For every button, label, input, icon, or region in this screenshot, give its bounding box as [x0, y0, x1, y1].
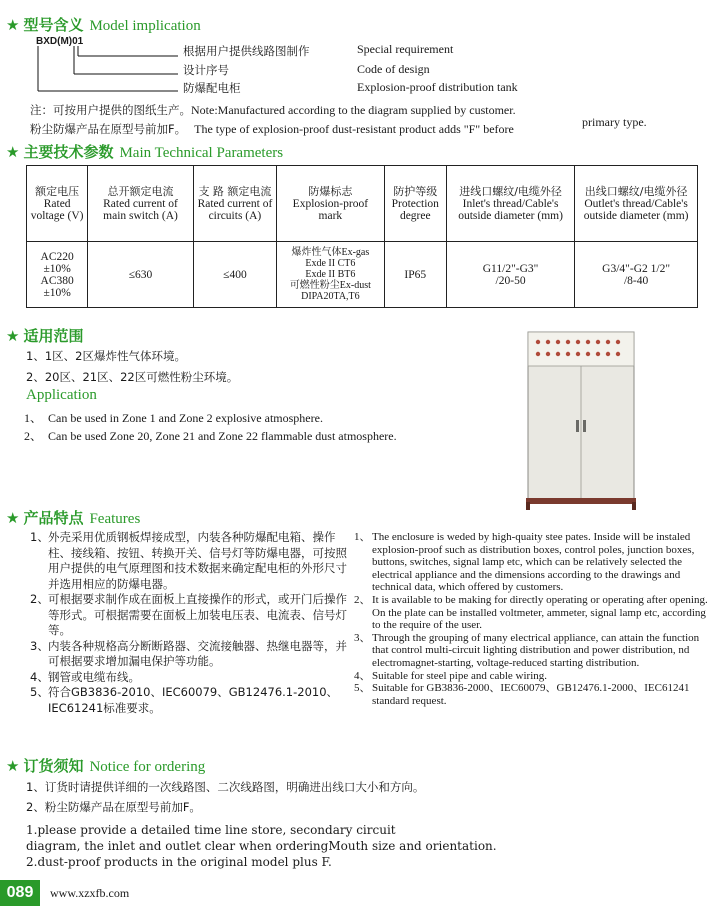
- star-icon: ★: [6, 757, 20, 775]
- header-cn: 出线口螺纹/电缆外径: [584, 184, 688, 198]
- star-icon: ★: [6, 327, 20, 345]
- header-cell: [88, 166, 193, 242]
- application-cn-item: 2、20区、21区、22区可燃性粉尘环境。: [26, 370, 239, 384]
- model-row-cn: 设计序号: [183, 63, 229, 77]
- header-en: Inlet's thread/Cable's outside diameter (mm): [458, 197, 563, 222]
- item-text: 符合GB3836-2010、IEC60079、GB12476.1-2010、IEC61241标准要求。: [48, 685, 339, 715]
- item-number: 2、: [354, 593, 371, 606]
- inlet-line: /20-50: [495, 274, 526, 287]
- features-en-list: [354, 531, 708, 707]
- outlet-line: /8-40: [623, 274, 649, 287]
- item-text: The enclosure is weded by high-quaity stee pates. Inside will be instaled explosion-proof such as distribution boxes, control poles, junction boxes, buttons, switches, signal lamp etc, which can be relatively selected the electrical appliance and the dimensions according to the drawings and technical data, which offered by customers.: [372, 531, 695, 594]
- item-number: 3、: [30, 638, 49, 653]
- model-note-1: [30, 99, 516, 118]
- model-title-cn: 型号含义: [23, 16, 84, 34]
- item-number: 5、: [30, 685, 49, 699]
- mark-line: DIPA20TA,T6: [301, 291, 360, 302]
- header-en: Outlet's thread/Cable's outside diameter (mm): [583, 197, 689, 222]
- item-number: 4、: [30, 669, 49, 684]
- item-text: It is available to be making for directly operating or operating after opening. On the plate can be installed voltmeter, ammeter, signal lamp etc, according to the require of the user.: [372, 593, 708, 632]
- ordering-title-en: Notice for ordering: [89, 759, 206, 775]
- header-cell: [384, 166, 446, 242]
- item-number: 1、: [24, 411, 43, 425]
- item-number: 2、: [30, 592, 49, 606]
- features-cn-list: [30, 530, 348, 716]
- application-title-en: Application: [26, 387, 97, 403]
- model-section-title: [6, 14, 201, 35]
- application-title-cn: 适用范围: [23, 327, 84, 345]
- model-title-en: Model implication: [89, 18, 201, 34]
- note2-en: The type of explosion-proof dust-resistant product adds "F" before: [194, 122, 514, 136]
- item-number: 1、: [354, 531, 371, 543]
- header-cn: 总开额定电流: [107, 184, 174, 198]
- cabinet-image: [522, 330, 642, 510]
- params-title-cn: 主要技术参数: [23, 143, 114, 161]
- mark-line: 可燃性粉尘Ex-dust: [289, 280, 371, 291]
- inlet-line: G11/2"-G3": [482, 262, 539, 275]
- note2-en-tail: primary type.: [582, 115, 647, 129]
- item-number: 2、: [24, 429, 43, 443]
- item-text: Can be used Zone 20, Zone 21 and Zone 22 flammable dust atmosphere.: [48, 429, 397, 443]
- ordering-en-line: 1.please provide a detailed time line store, secondary circuit: [26, 823, 396, 837]
- header-en: Rated current of circuits (A): [197, 197, 273, 222]
- model-bracket-lines: [30, 46, 180, 96]
- ordering-cn-item: 2、粉尘防爆产品在原型号前加F。: [26, 800, 201, 814]
- voltage-value: AC220: [40, 250, 74, 263]
- features-en-item: [354, 682, 708, 707]
- item-text: 外壳采用优质钢板焊接成型，内装各种防爆配电箱、操作柱、接线箱、按钮、转换开关、信号灯等防爆电器，可按照用户提供的电气原理图和技术数据来确定配电柜的外形尺寸并选用相应的防爆电器。: [48, 530, 347, 591]
- ordering-section-title: [6, 755, 205, 776]
- model-row-en: Special requirement: [357, 42, 454, 56]
- header-cell: [27, 166, 88, 242]
- features-title-en: Features: [89, 511, 141, 527]
- features-cn-item: [30, 530, 348, 592]
- ordering-en-line: diagram, the inlet and outlet clear when orderingMouth size and orientation.: [26, 839, 497, 853]
- item-number: 1、: [30, 530, 49, 544]
- features-en-item: [354, 670, 708, 683]
- inlet-cell: [446, 242, 574, 308]
- note2-cn: 粉尘防爆产品在原型号前加F。: [30, 122, 187, 136]
- header-cn: 防护等级: [393, 184, 438, 198]
- header-cell: [446, 166, 574, 242]
- item-text: Suitable for GB3836-2000、IEC60079、GB12476.1-2000、IEC61241 standard request.: [372, 682, 690, 707]
- model-code: BXD(M)01: [36, 36, 84, 47]
- model-row-cn: 防爆配电柜: [183, 81, 241, 95]
- voltage-value: ±10%: [43, 286, 71, 299]
- features-en-item: [354, 531, 708, 594]
- params-title-en: Main Technical Parameters: [119, 145, 284, 161]
- model-row-en: Code of design: [357, 62, 430, 76]
- star-icon: ★: [6, 143, 20, 161]
- item-text: Through the grouping of many electrical appliance, can attain the function that control multi-circuit lighting distribution and power distribution, nd electromagnet-starting, voltage-reduced starting distribution.: [372, 631, 700, 669]
- star-icon: ★: [6, 16, 20, 34]
- voltage-value: AC380: [40, 274, 74, 287]
- features-cn-item: [30, 685, 348, 716]
- note1-cn: 注：可按用户提供的图纸生产。: [30, 103, 191, 117]
- item-text: 内装各种规格高分断断路器、交流接触器、热继电器等，并可根据要求增加漏电保护等功能。: [48, 638, 347, 668]
- star-icon: ★: [6, 509, 20, 527]
- header-cn: 额定电压: [35, 184, 80, 198]
- params-section-title: [6, 141, 283, 162]
- features-en-item: [354, 594, 708, 632]
- features-cn-item: [30, 592, 348, 639]
- item-number: 4、: [354, 669, 371, 682]
- protection-cell: IP65: [384, 242, 446, 308]
- page-number: 089: [0, 880, 40, 906]
- header-cell: [277, 166, 384, 242]
- header-en: Rated current of main switch (A): [103, 197, 178, 222]
- outlet-cell: [575, 242, 698, 308]
- features-en-item: [354, 632, 708, 670]
- header-en: Explosion-proof mark: [292, 197, 369, 222]
- item-text: 可根据要求制作成在面板上直接操作的形式，或开门后操作等形式。可根据需要在面板上加装电压表、电流表、信号灯等。: [48, 592, 347, 637]
- header-cell: [575, 166, 698, 242]
- ordering-cn-item: 1、订货时请提供详细的一次线路图、二次线路图，明确进出线口大小和方向。: [26, 780, 425, 794]
- header-cn: 进线口螺纹/电缆外径: [459, 184, 562, 198]
- features-cn-item: [30, 670, 348, 686]
- item-text: Can be used in Zone 1 and Zone 2 explosive atmosphere.: [48, 411, 323, 425]
- params-header-row: [27, 166, 698, 242]
- voltage-value: ±10%: [43, 262, 71, 275]
- main-current-cell: ≤630: [88, 242, 193, 308]
- item-text: 钢管或电缆布线。: [48, 669, 140, 684]
- header-en: Rated voltage (V): [30, 197, 84, 222]
- header-cn: 防爆标志: [308, 184, 353, 198]
- header-en: Protection degree: [391, 197, 439, 222]
- outlet-line: G3/4"-G2 1/2": [602, 262, 671, 275]
- header-cn: 支 路 额定电流: [198, 184, 272, 198]
- mark-line: Exde II BT6: [305, 269, 356, 280]
- application-section-title: [6, 325, 83, 346]
- features-title-cn: 产品特点: [23, 509, 84, 527]
- ordering-en-block: [26, 822, 497, 870]
- features-cn-item: [30, 639, 348, 670]
- item-number: 5、: [354, 682, 371, 695]
- note1-en: Note:Manufactured according to the diagram supplied by customer.: [191, 103, 516, 117]
- application-en-item: [24, 427, 397, 444]
- footer-url[interactable]: www.xzxfb.com: [50, 886, 130, 900]
- mark-line: Exde II CT6: [305, 258, 356, 269]
- circuit-current-cell: ≤400: [193, 242, 276, 308]
- features-section-title: [6, 507, 140, 528]
- header-cell: [193, 166, 276, 242]
- model-row-en: Explosion-proof distribution tank: [357, 80, 518, 94]
- ordering-en-line: 2.dust-proof products in the original model plus F.: [26, 855, 332, 869]
- params-table: [26, 165, 698, 308]
- model-note-2: [30, 118, 514, 137]
- mark-line: 爆炸性气体Ex-gas: [291, 247, 370, 258]
- mark-cell: [277, 242, 384, 308]
- item-text: Suitable for steel pipe and cable wiring.: [372, 669, 548, 682]
- application-cn-item: 1、1区、2区爆炸性气体环境。: [26, 349, 186, 363]
- ordering-title-cn: 订货须知: [23, 757, 84, 775]
- item-number: 3、: [354, 631, 371, 644]
- voltage-cell: [27, 242, 88, 308]
- params-data-row: [27, 242, 698, 308]
- application-en-item: [24, 409, 323, 426]
- model-row-cn: 根据用户提供线路图制作: [183, 44, 310, 58]
